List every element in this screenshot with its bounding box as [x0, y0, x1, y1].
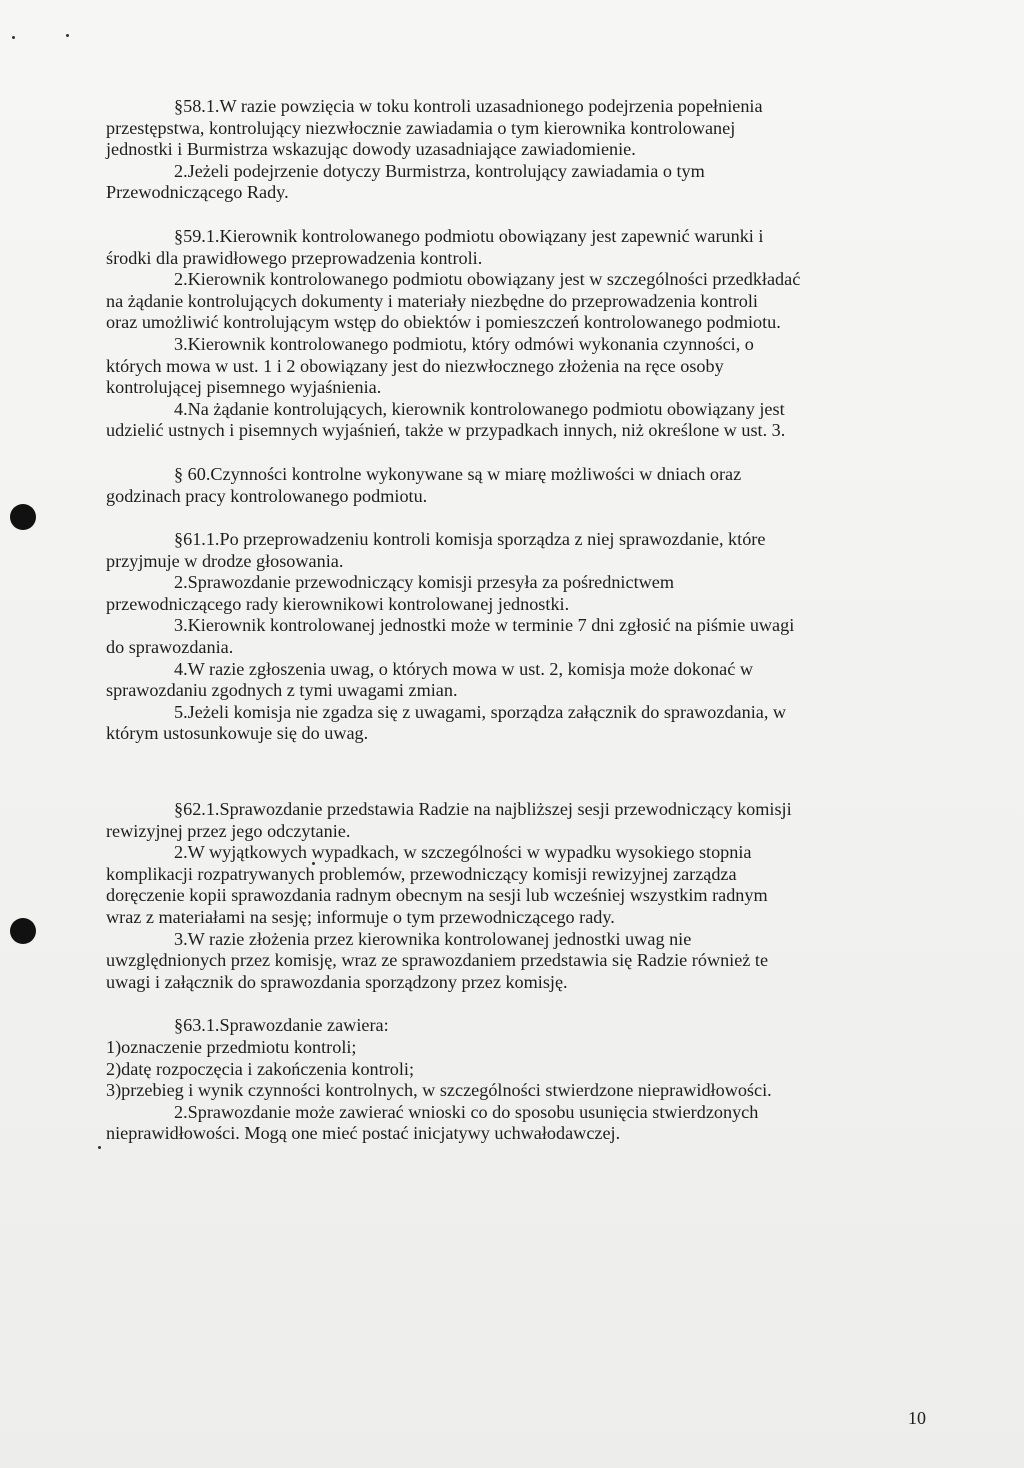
text-line: do sprawozdania. [106, 637, 234, 658]
text-line: 2.Sprawozdanie przewodniczący komisji przesyła za pośrednictwem [174, 572, 674, 593]
document-body [106, 96, 926, 1145]
section-59 [106, 226, 926, 442]
text-line: §58.1.W razie powzięcia w toku kontroli uzasadnionego podejrzenia popełnienia [174, 96, 763, 116]
text-line: wraz z materiałami na sesję; informuje o tym przewodniczącego rady. [106, 907, 615, 927]
text-line: na żądanie kontrolujących dokumenty i materiały niezbędne do przeprowadzenia kontroli [106, 290, 758, 311]
text-line: §62.1.Sprawozdanie przedstawia Radzie na najbliższej sesji przewodniczący komisji [174, 799, 792, 820]
text-line: przewodniczącego rady kierownikowi kontrolowanej jednostki. [106, 593, 570, 614]
text-line: 2.Jeżeli podejrzenie dotyczy Burmistrza, kontrolujący zawiadamia o tym [174, 160, 705, 181]
text-line: 2.Kierownik kontrolowanego podmiotu obowiązany jest w szczególności przedkładać [174, 269, 801, 290]
text-line: Przewodniczącego Rady. [106, 182, 289, 203]
scan-speck [12, 36, 15, 39]
text-line: środki dla prawidłowego przeprowadzenia kontroli. [106, 247, 483, 268]
text-line: 4.W razie zgłoszenia uwag, o których mowa w ust. 2, komisja może dokonać w [174, 658, 753, 679]
text-line: 3.Kierownik kontrolowanej jednostki może w terminie 7 dni zgłosić na piśmie uwagi [174, 615, 795, 636]
text-line: doręczenie kopii sprawozdania radnym obecnym na sesji lub wcześniej wszystkim radnym [106, 885, 768, 906]
text-line: 2.W wyjątkowych wypadkach, w szczególności w wypadku wysokiego stopnia [174, 842, 752, 863]
text-line: rewizyjnej przez jego odczytanie. [106, 820, 351, 841]
text-line: 3.Kierownik kontrolowanego podmiotu, który odmówi wykonania czynności, o [174, 333, 754, 354]
text-line: jednostki i Burmistrza wskazując dowody uzasadniające zawiadomienie. [106, 139, 636, 160]
text-line: uwagi i załącznik do sprawozdania sporządzony przez komisję. [106, 971, 568, 992]
section-63 [106, 1015, 926, 1145]
scan-speck [66, 34, 69, 37]
punch-hole-bottom [10, 918, 36, 944]
punch-hole-top [10, 504, 36, 530]
text-line: uwzględnionych przez komisję, wraz ze sprawozdaniem przedstawia się Radzie również te [106, 950, 769, 971]
text-line: 4.Na żądanie kontrolujących, kierownik kontrolowanego podmiotu obowiązany jest [174, 398, 785, 419]
list-item: 3)przebieg i wynik czynności kontrolnych, w szczególności stwierdzone nieprawidłowości. [106, 1080, 772, 1101]
text-line: §63.1.Sprawozdanie zawiera: [174, 1015, 389, 1036]
text-line: 2.Sprawozdanie może zawierać wnioski co do sposobu usunięcia stwierdzonych [174, 1101, 759, 1122]
text-line: nieprawidłowości. Mogą one mieć postać inicjatywy uchwałodawczej. [106, 1123, 621, 1144]
list-item: 2)datę rozpoczęcia i zakończenia kontroli; [106, 1058, 415, 1079]
text-line: § 60.Czynności kontrolne wykonywane są w miarę możliwości w dniach oraz [174, 463, 742, 484]
text-line: udzielić ustnych i pisemnych wyjaśnień, także w przypadkach innych, niż określone w ust. 3. [106, 420, 786, 441]
text-line: kontrolującej pisemnego wyjaśnienia. [106, 377, 382, 398]
section-58 [106, 96, 926, 204]
text-line: §61.1.Po przeprowadzeniu kontroli komisja sporządza z niej sprawozdanie, które [174, 529, 766, 550]
text-line: godzinach pracy kontrolowanego podmiotu. [106, 485, 428, 506]
text-line: przyjmuje w drodze głosowania. [106, 550, 344, 571]
page-number: 10 [908, 1408, 926, 1428]
section-62 [106, 799, 926, 993]
text-line: przestępstwa, kontrolujący niezwłocznie zawiadamia o tym kierownika kontrolowanej [106, 117, 736, 138]
text-line: sprawozdaniu zgodnych z tymi uwagami zmian. [106, 680, 458, 701]
text-line: 5.Jeżeli komisja nie zgadza się z uwagami, sporządza załącznik do sprawozdania, w [174, 701, 787, 722]
text-line: których mowa w ust. 1 i 2 obowiązany jest do niezwłocznego złożenia na ręce osoby [106, 355, 724, 376]
text-line: 3.W razie złożenia przez kierownika kontrolowanej jednostki uwag nie [174, 928, 692, 949]
section-61 [106, 529, 926, 745]
list-item: 1)oznaczenie przedmiotu kontroli; [106, 1036, 357, 1057]
text-line: którym ustosunkowuje się do uwag. [106, 723, 369, 744]
text-line: komplikacji rozpatrywanych problemów, przewodniczący komisji rewizyjnej zarządza [106, 863, 737, 884]
text-line: §59.1.Kierownik kontrolowanego podmiotu obowiązany jest zapewnić warunki i [174, 225, 764, 246]
scan-speck [98, 1146, 101, 1149]
section-60 [106, 464, 926, 507]
text-line: oraz umożliwić kontrolującym wstęp do obiektów i pomieszczeń kontrolowanego podmiotu. [106, 312, 781, 333]
